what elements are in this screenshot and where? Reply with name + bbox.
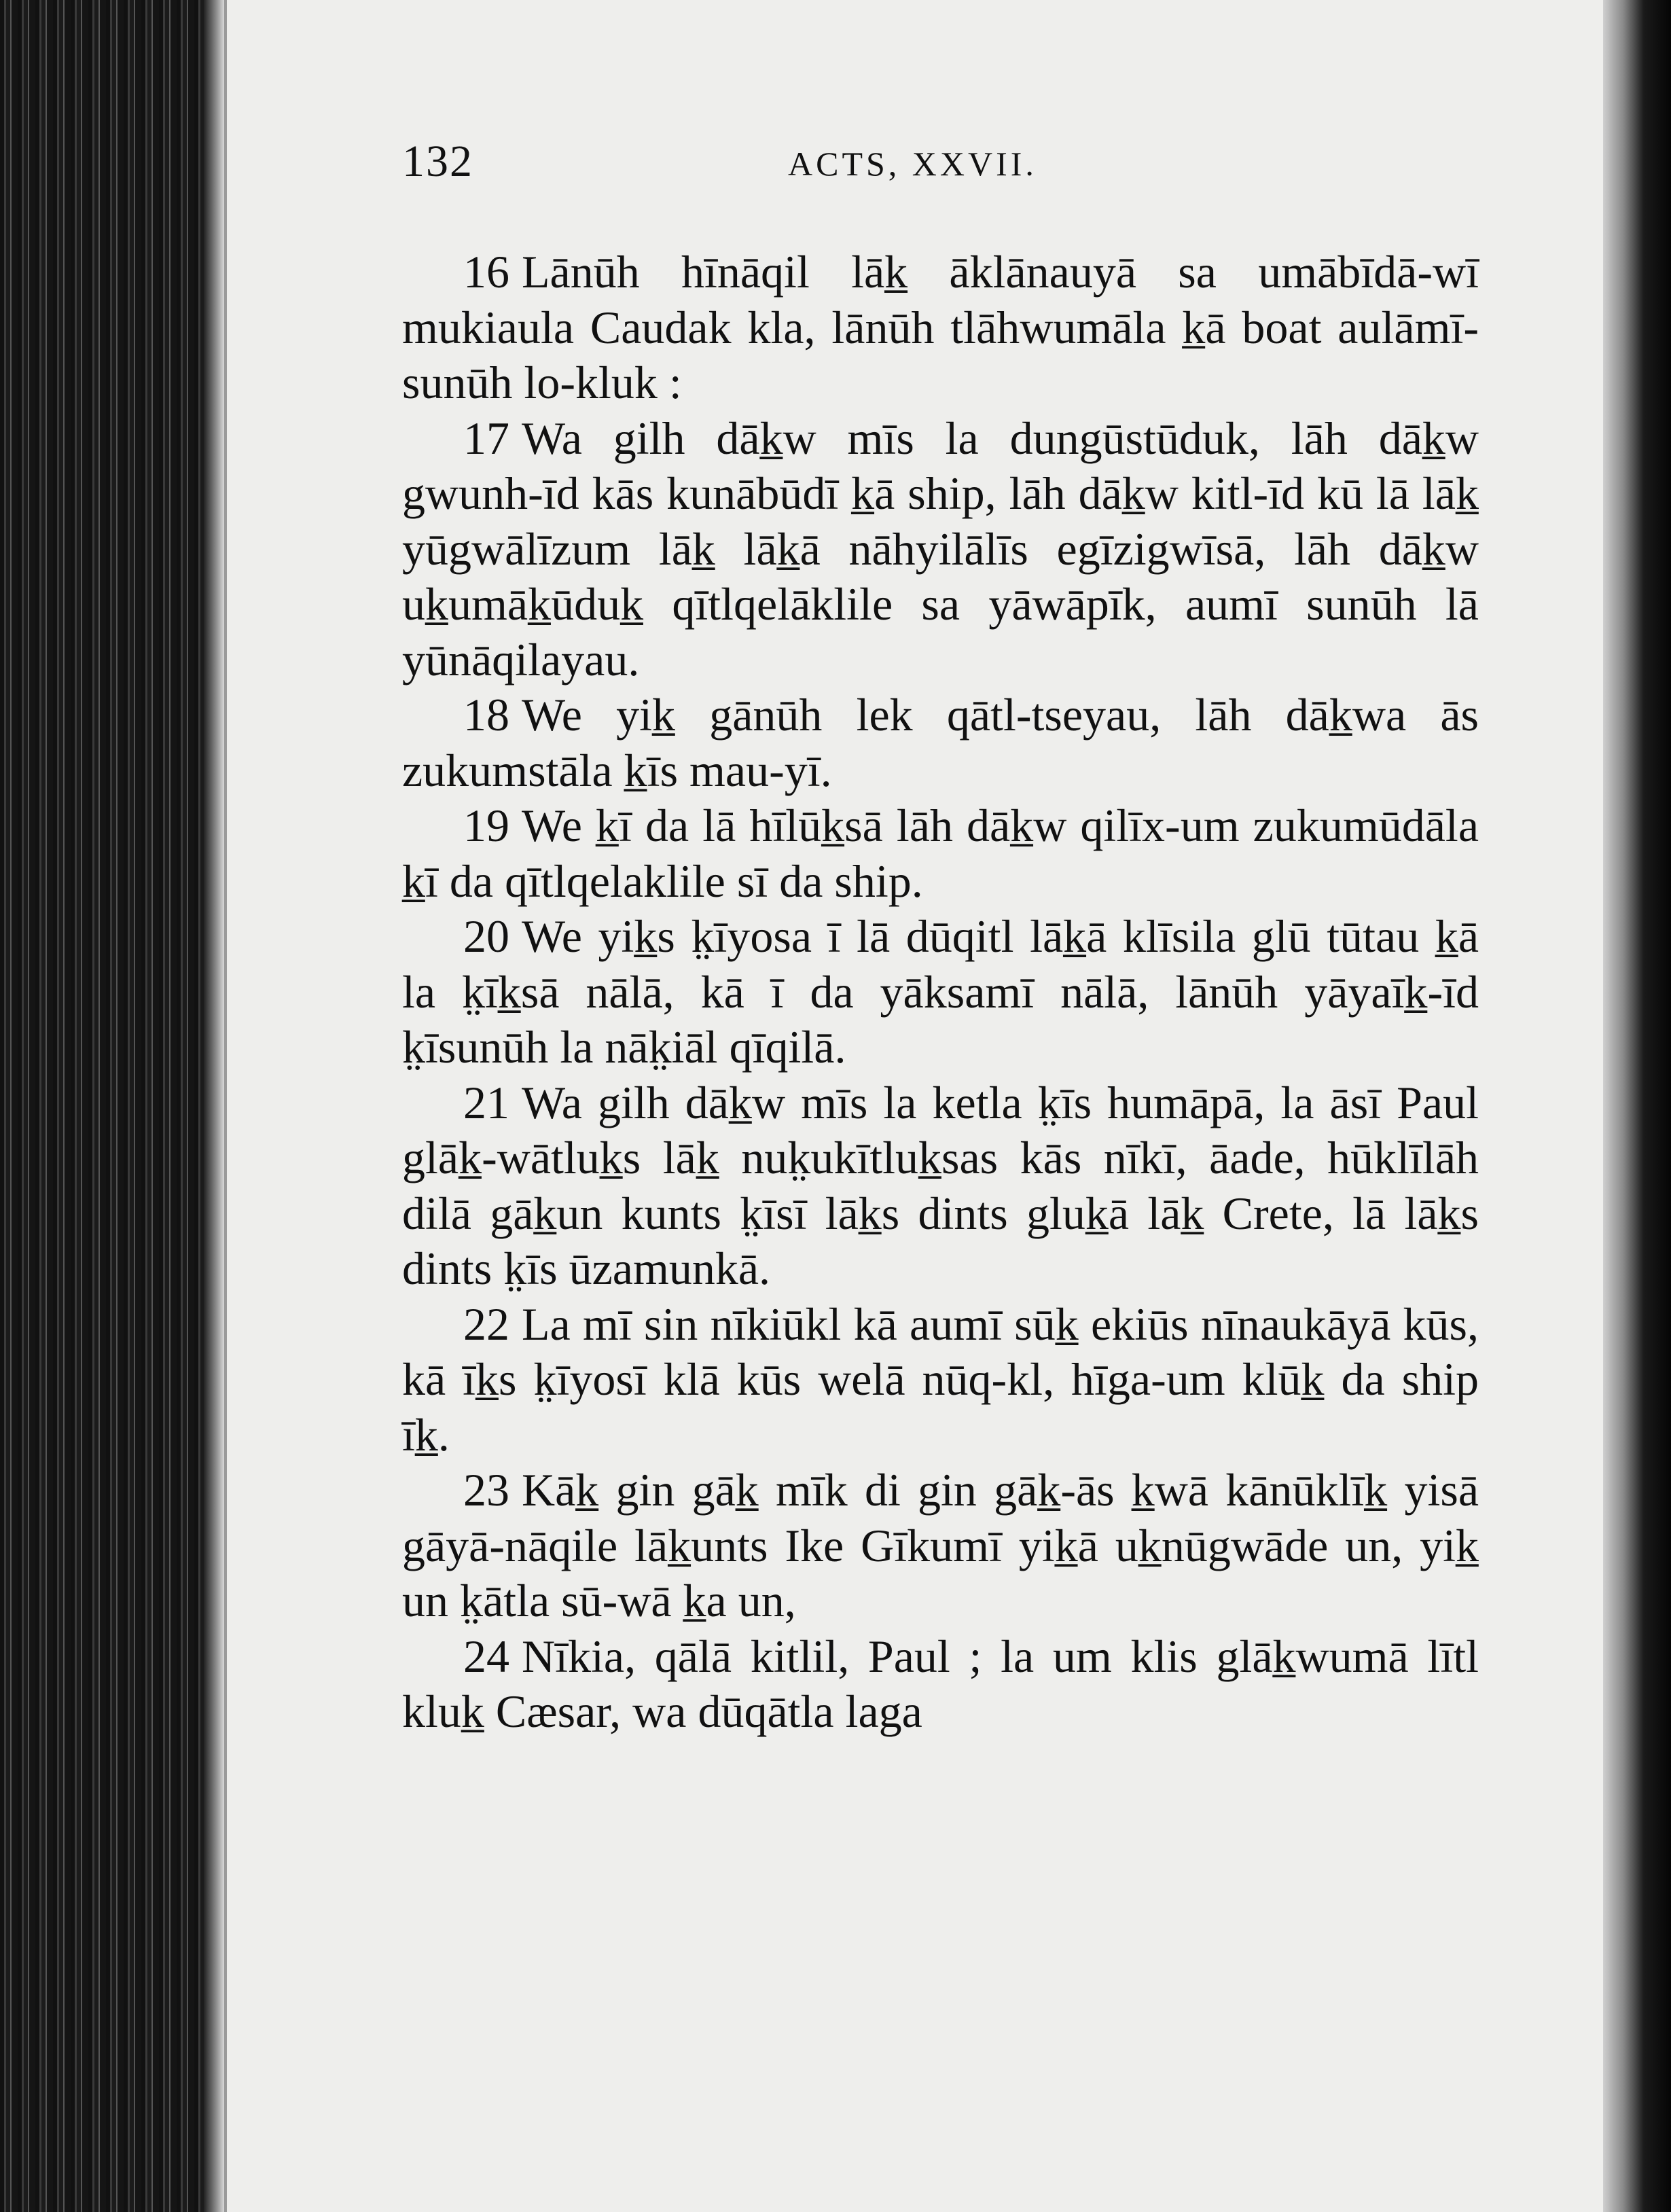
verse-body: [402, 245, 1479, 1740]
book-spine: [0, 0, 224, 2212]
verse-text: Nīkia, qālā kitlil, Paul ; la um klis glāk̲wumā lītl kluk̲ Cæsar, wa dūqātla laga: [402, 1630, 1479, 1737]
verse-number: 18: [463, 689, 509, 741]
verse-number: 24: [463, 1630, 509, 1682]
verse-text: We k̲ī da lā hīlūk̲sā lāh dāk̲w qilīx-um zukumūdāla k̲ī da qītlqelaklile sī da ship.: [402, 800, 1479, 907]
verse-text: La mī sin nīkiūkl kā aumī sūk̲ ekiūs nīnaukāyā kūs, kā īk̲s k̤īyosī klā kūs welā nūq-kl, hīga-um klūk̲ da ship īk̲.: [402, 1298, 1479, 1461]
verse-17: [402, 411, 1479, 688]
verse-23: [402, 1463, 1479, 1629]
verse-number: 22: [463, 1298, 509, 1350]
gutter-shadow: [204, 0, 224, 2212]
verse-text: Kāk̲ gin gāk̲ mīk di gin gāk̲-ās k̲wā kānūklīk̲ yisā gāyā-nāqile lāk̲unts Ike Gīkumī yik̲ā uk̲nūgwāde un, yik̲ un k̤ātla sū-wā k̲a un,: [402, 1464, 1479, 1626]
page-number: 132: [402, 137, 473, 186]
verse-18: [402, 688, 1479, 798]
verse-21: [402, 1075, 1479, 1297]
verse-text: Wa gilh dāk̲w mīs la dungūstūduk, lāh dāk̲w gwunh-īd kās kunābūdī k̲ā ship, lāh dāk̲w kitl-īd kū lā lāk̲ yūgwālīzum lāk̲ lāk̲ā nāhyilālīs egīzigwīsā, lāh dāk̲w uk̲umāk̲ūduk̲ qītlqelāklile sa yāwāpīk, aumī sunūh lā yūnāqilayau.: [402, 412, 1479, 685]
verse-text: Lānūh hīnāqil lāk̲ āklānauyā sa umābīdā-wī mukiaula Caudak kla, lānūh tlāhwumāla k̲ā boat aulāmī-sunūh lo-kluk :: [402, 246, 1479, 408]
verse-text: We yik̲ gānūh lek qātl-tseyau, lāh dāk̲wa ās zukumstāla k̲īs mau-yī.: [402, 689, 1479, 796]
verse-16: [402, 245, 1479, 411]
verse-number: 17: [463, 412, 509, 464]
verse-text: Wa gilh dāk̲w mīs la ketla k̤īs humāpā, la āsī Paul glāk̲-wātluk̲s lāk̲ nuk̤ukītluk̲sas kās nīkī, āade, hūklīlāh dilā gāk̲un kunts k̤īsī lāk̲s dints gluk̲ā lāk̲ Crete, lā lāk̲s dints k̤īs ūzamunkā.: [402, 1076, 1479, 1294]
verse-number: 19: [463, 800, 509, 851]
verse-number: 16: [463, 246, 509, 298]
running-head: ACTS, XXVII.: [788, 145, 1037, 183]
page-header: [224, 136, 1603, 197]
verse-24: [402, 1629, 1479, 1740]
verse-22: [402, 1297, 1479, 1463]
verse-text: We yik̲s k̤īyosa ī lā dūqitl lāk̲ā klīsila glū tūtau k̲ā la k̤īk̲sā nālā, kā ī da yāksamī nālā, lānūh yāyaīk̲-īd k̤īsunūh la nāk̤iāl qīqilā.: [402, 910, 1479, 1073]
verse-20: [402, 909, 1479, 1075]
verse-number: 21: [463, 1076, 509, 1128]
verse-19: [402, 798, 1479, 909]
page-right-edge: [1603, 0, 1671, 2212]
book-page: [224, 0, 1603, 2212]
verse-number: 20: [463, 910, 509, 962]
verse-number: 23: [463, 1464, 509, 1516]
page-edge-rule: [224, 0, 227, 2212]
